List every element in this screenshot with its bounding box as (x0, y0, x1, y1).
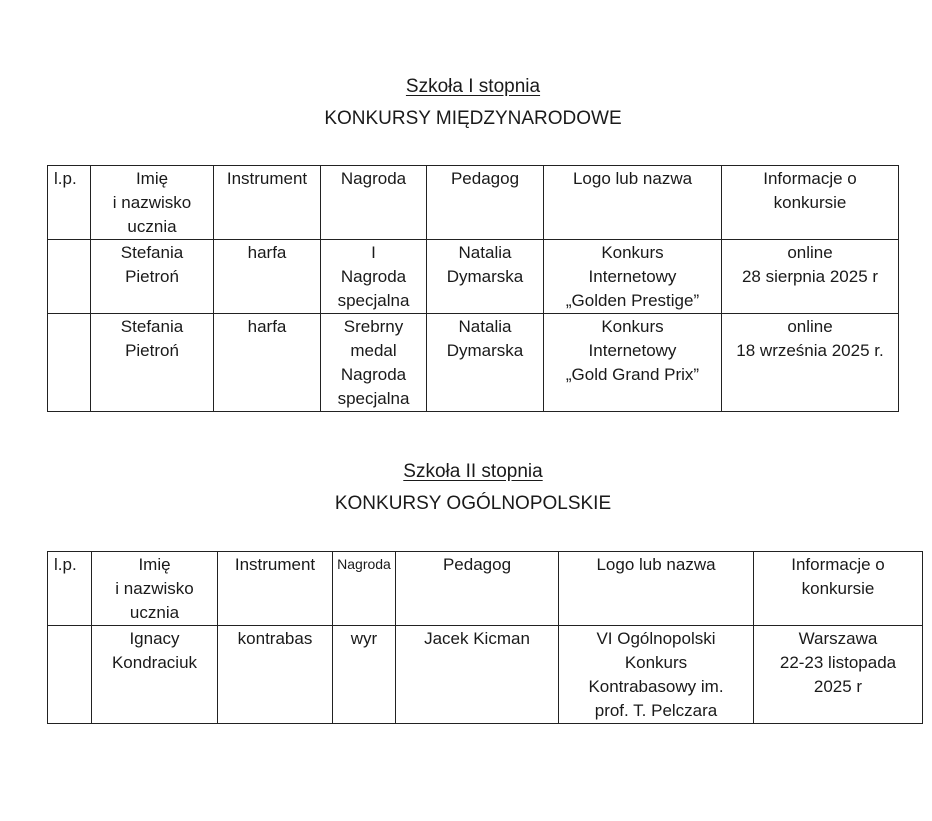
cell-teacher: Natalia Dymarska (427, 240, 544, 314)
cell-award: I Nagroda specjalna (321, 240, 427, 314)
table-row (48, 314, 899, 412)
cell-contest-info: online 28 sierpnia 2025 r (722, 240, 899, 314)
header-student-name: Imię i nazwisko ucznia (91, 166, 214, 240)
cell-lp (48, 314, 91, 412)
cell-instrument: kontrabas (218, 626, 333, 724)
cell-contest-info: online 18 września 2025 r. (722, 314, 899, 412)
cell-teacher: Natalia Dymarska (427, 314, 544, 412)
cell-instrument: harfa (214, 314, 321, 412)
header-contest-info: Informacje o konkursie (722, 166, 899, 240)
header-contest-name: Logo lub nazwa (544, 166, 722, 240)
section1-category-title: KONKURSY MIĘDZYNARODOWE (324, 108, 622, 129)
header-teacher: Pedagog (427, 166, 544, 240)
cell-contest-name: VI Ogólnopolski Konkurs Kontrabasowy im. prof. T. Pelczara (559, 626, 754, 724)
header-lp: l.p. (48, 552, 92, 626)
header-instrument: Instrument (214, 166, 321, 240)
section2-school-title: Szkoła II stopnia (403, 461, 543, 482)
cell-student-name: Stefania Pietroń (91, 314, 214, 412)
section1-table (47, 165, 899, 412)
header-teacher: Pedagog (396, 552, 559, 626)
header-award: Nagroda (333, 552, 396, 626)
cell-student-name: Stefania Pietroń (91, 240, 214, 314)
table-header-row (48, 166, 899, 240)
cell-lp (48, 626, 92, 724)
header-contest-info: Informacje o konkursie (754, 552, 923, 626)
table-row (48, 240, 899, 314)
header-lp: l.p. (48, 166, 91, 240)
cell-contest-name: Konkurs Internetowy „Gold Grand Prix” (544, 314, 722, 412)
cell-student-name: Ignacy Kondraciuk (92, 626, 218, 724)
cell-contest-name: Konkurs Internetowy „Golden Prestige” (544, 240, 722, 314)
cell-award: Srebrny medal Nagroda specjalna (321, 314, 427, 412)
table-header-row (48, 552, 923, 626)
cell-instrument: harfa (214, 240, 321, 314)
section2-table (47, 551, 923, 724)
section1-school-title: Szkoła I stopnia (405, 76, 541, 97)
header-award: Nagroda (321, 166, 427, 240)
header-instrument: Instrument (218, 552, 333, 626)
cell-contest-info: Warszawa 22-23 listopada 2025 r (754, 626, 923, 724)
cell-lp (48, 240, 91, 314)
cell-teacher: Jacek Kicman (396, 626, 559, 724)
cell-award: wyr (333, 626, 396, 724)
section2-category-title: KONKURSY OGÓLNOPOLSKIE (334, 493, 612, 514)
header-contest-name: Logo lub nazwa (559, 552, 754, 626)
table-row (48, 626, 923, 724)
header-student-name: Imię i nazwisko ucznia (92, 552, 218, 626)
